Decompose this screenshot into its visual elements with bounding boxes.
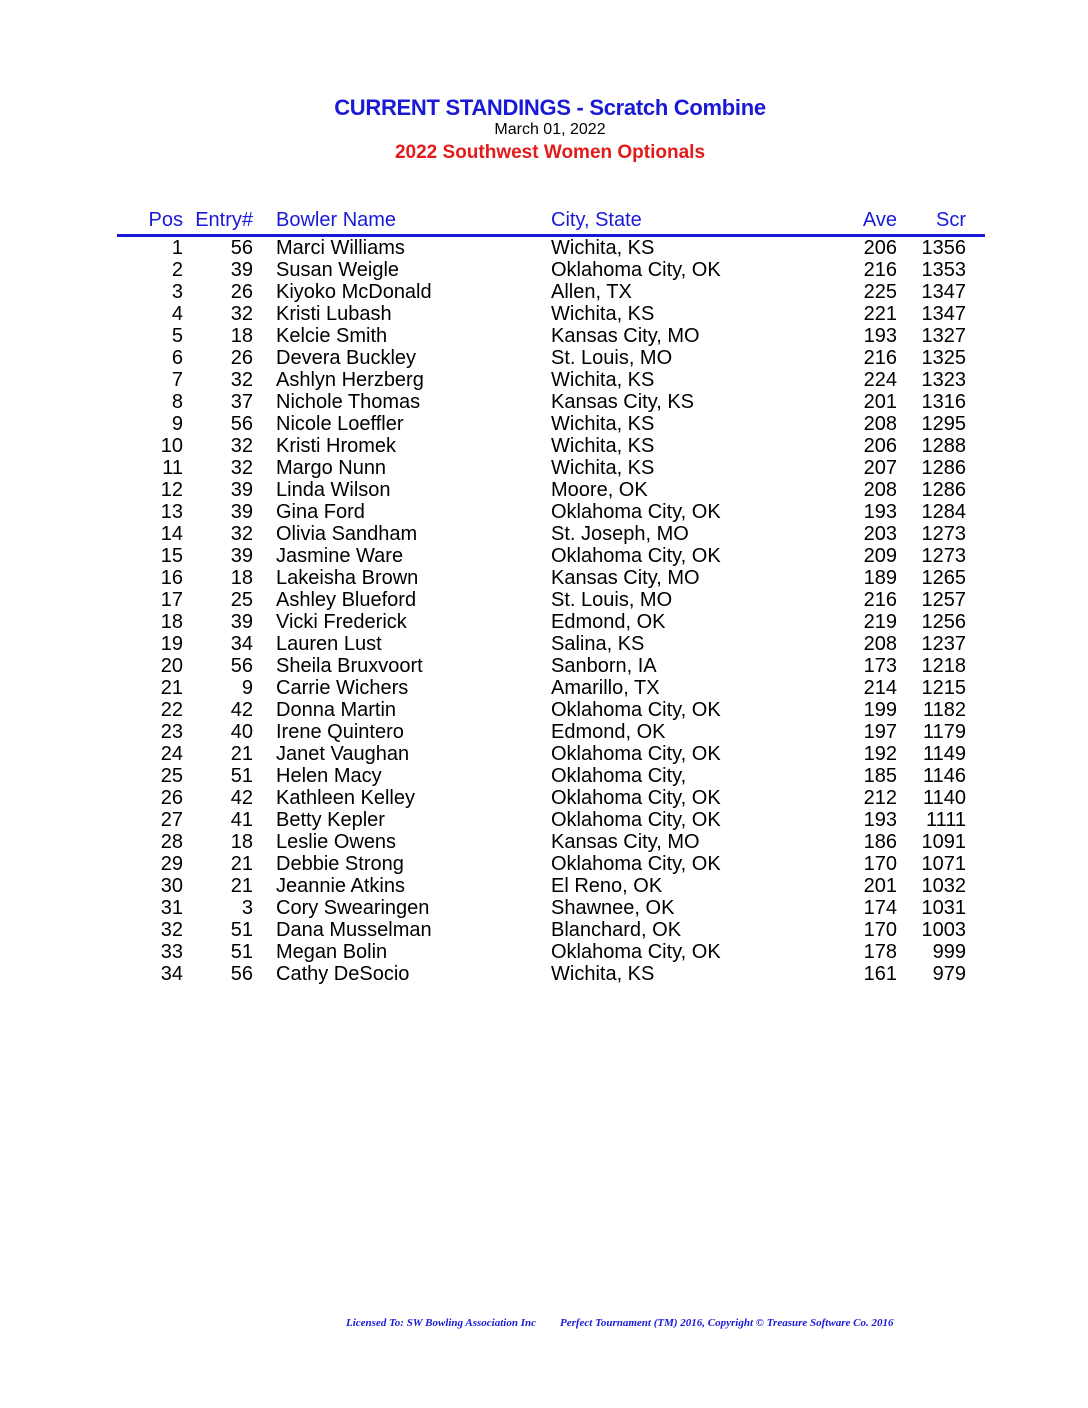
table-header [117,208,985,237]
cell-entry: 56 [230,963,253,985]
cell-entry: 3 [241,897,253,919]
standings-date: March 01, 2022 [494,121,606,138]
cell-pos: 29 [160,853,183,875]
table-row [117,875,985,897]
cell-city-state: Moore, OK [551,479,648,501]
cell-city-state: Blanchard, OK [551,919,682,941]
cell-bowler-name: Betty Kepler [276,809,385,831]
cell-entry: 32 [230,303,253,325]
cell-scr: 1003 [921,919,966,941]
cell-city-state: Amarillo, TX [551,677,660,699]
cell-entry: 51 [230,941,253,963]
cell-bowler-name: Nicole Loeffler [276,413,404,435]
cell-bowler-name: Cory Swearingen [276,897,430,919]
cell-ave: 208 [863,479,897,501]
cell-city-state: Kansas City, MO [551,567,700,589]
table-row [117,413,985,435]
cell-scr: 1288 [921,435,966,457]
table-row [117,457,985,479]
cell-scr: 1356 [921,237,966,259]
cell-pos: 16 [160,567,183,589]
cell-pos: 10 [160,435,183,457]
cell-pos: 30 [160,875,183,897]
cell-city-state: Wichita, KS [551,237,655,259]
table-row [117,435,985,457]
cell-city-state: Wichita, KS [551,369,655,391]
cell-scr: 1316 [921,391,966,413]
cell-scr: 1273 [921,545,966,567]
cell-ave: 193 [863,325,897,347]
cell-bowler-name: Donna Martin [276,699,397,721]
table-row [117,655,985,677]
cell-city-state: Wichita, KS [551,963,655,985]
header-scr: Scr [936,209,966,231]
cell-scr: 1179 [922,721,966,743]
table-row [117,765,985,787]
cell-city-state: St. Louis, MO [551,347,673,369]
cell-bowler-name: Jasmine Ware [276,545,404,567]
cell-entry: 56 [230,237,253,259]
cell-bowler-name: Megan Bolin [276,941,388,963]
cell-scr: 1286 [921,457,966,479]
table-row [117,963,985,985]
cell-scr: 1273 [921,523,966,545]
cell-bowler-name: Cathy DeSocio [276,963,410,985]
cell-pos: 20 [160,655,183,677]
cell-scr: 1182 [922,699,966,721]
cell-bowler-name: Debbie Strong [276,853,404,875]
cell-pos: 26 [160,787,183,809]
cell-ave: 219 [863,611,897,633]
cell-bowler-name: Kathleen Kelley [276,787,415,809]
cell-scr: 979 [932,963,966,985]
table-row [117,347,985,369]
cell-bowler-name: Sheila Bruxvoort [276,655,423,677]
cell-bowler-name: Kristi Hromek [276,435,397,457]
cell-ave: 173 [863,655,897,677]
cell-city-state: Sanborn, IA [551,655,657,677]
cell-entry: 34 [230,633,253,655]
cell-entry: 26 [230,281,253,303]
cell-pos: 24 [160,743,183,765]
cell-bowler-name: Lauren Lust [276,633,382,655]
table-row [117,325,985,347]
cell-bowler-name: Linda Wilson [276,479,391,501]
cell-ave: 216 [863,589,897,611]
cell-pos: 31 [160,897,183,919]
cell-city-state: Oklahoma City, OK [551,501,721,523]
cell-bowler-name: Janet Vaughan [276,743,410,765]
table-row [117,281,985,303]
cell-city-state: Wichita, KS [551,457,655,479]
table-row [117,831,985,853]
cell-ave: 209 [863,545,897,567]
header-pos: Pos [148,209,183,231]
cell-bowler-name: Olivia Sandham [276,523,418,545]
header-bowler-name: Bowler Name [276,209,397,231]
cell-ave: 212 [863,787,897,809]
cell-scr: 1265 [921,567,966,589]
cell-entry: 26 [230,347,253,369]
cell-city-state: Oklahoma City, [551,765,687,787]
table-row [117,545,985,567]
cell-entry: 18 [230,831,253,853]
cell-scr: 1295 [921,413,966,435]
cell-ave: 225 [863,281,897,303]
cell-bowler-name: Vicki Frederick [276,611,407,633]
cell-entry: 51 [230,765,253,787]
cell-pos: 34 [160,963,183,985]
cell-ave: 193 [863,809,897,831]
table-row [117,919,985,941]
cell-entry: 39 [230,611,253,633]
table-row [117,523,985,545]
cell-pos: 1 [171,237,183,259]
cell-city-state: Wichita, KS [551,435,655,457]
cell-scr: 1032 [921,875,966,897]
license-text: Licensed To: SW Bowling Association Inc [346,1317,536,1329]
cell-entry: 32 [230,523,253,545]
cell-ave: 185 [863,765,897,787]
table-body [117,237,985,985]
cell-pos: 13 [160,501,183,523]
cell-city-state: Wichita, KS [551,413,655,435]
cell-entry: 21 [230,743,253,765]
cell-bowler-name: Jeannie Atkins [276,875,405,897]
cell-ave: 221 [863,303,897,325]
table-row [117,611,985,633]
cell-ave: 207 [863,457,897,479]
table-row [117,699,985,721]
header-ave: Ave [862,209,897,231]
cell-ave: 203 [863,523,897,545]
cell-pos: 33 [160,941,183,963]
cell-entry: 39 [230,501,253,523]
cell-scr: 1347 [921,303,966,325]
cell-pos: 6 [171,347,183,369]
cell-scr: 1149 [922,743,966,765]
cell-bowler-name: Carrie Wichers [276,677,409,699]
cell-entry: 42 [230,787,253,809]
cell-pos: 19 [160,633,183,655]
cell-pos: 15 [160,545,183,567]
cell-ave: 193 [863,501,897,523]
cell-pos: 22 [160,699,183,721]
cell-scr: 1237 [921,633,966,655]
cell-bowler-name: Helen Macy [276,765,382,787]
cell-ave: 201 [863,391,897,413]
cell-city-state: Oklahoma City, OK [551,545,721,567]
cell-bowler-name: Leslie Owens [276,831,397,853]
cell-ave: 189 [863,567,897,589]
cell-pos: 18 [160,611,183,633]
cell-entry: 56 [230,413,253,435]
cell-bowler-name: Marci Williams [276,237,405,259]
cell-bowler-name: Irene Quintero [276,721,404,743]
cell-entry: 25 [230,589,253,611]
cell-ave: 170 [863,853,897,875]
cell-bowler-name: Ashlyn Herzberg [276,369,424,391]
header-city-state: City, State [551,209,642,231]
cell-city-state: Salina, KS [551,633,645,655]
cell-ave: 208 [863,413,897,435]
table-row [117,633,985,655]
cell-entry: 18 [230,567,253,589]
cell-ave: 197 [863,721,897,743]
cell-bowler-name: Ashley Blueford [276,589,417,611]
cell-city-state: Edmond, OK [551,721,666,743]
cell-scr: 999 [932,941,966,963]
table-row [117,303,985,325]
table-row [117,853,985,875]
cell-entry: 32 [230,435,253,457]
cell-entry: 40 [230,721,253,743]
cell-city-state: Kansas City, KS [551,391,695,413]
cell-pos: 11 [162,457,183,479]
cell-scr: 1256 [921,611,966,633]
cell-scr: 1091 [921,831,966,853]
cell-bowler-name: Nichole Thomas [276,391,421,413]
cell-scr: 1284 [921,501,966,523]
cell-bowler-name: Lakeisha Brown [276,567,419,589]
cell-pos: 9 [171,413,183,435]
page-title: CURRENT STANDINGS - Scratch Combine [334,95,766,120]
cell-entry: 32 [230,457,253,479]
table-row [117,259,985,281]
cell-city-state: Oklahoma City, OK [551,941,721,963]
cell-scr: 1031 [921,897,966,919]
footer-license [346,1317,917,1329]
cell-city-state: Kansas City, MO [551,831,700,853]
standings-table [117,208,985,985]
cell-entry: 21 [230,853,253,875]
cell-scr: 1286 [921,479,966,501]
table-row [117,743,985,765]
cell-pos: 8 [171,391,183,413]
cell-scr: 1071 [921,853,966,875]
cell-scr: 1257 [921,589,966,611]
cell-city-state: Oklahoma City, OK [551,259,721,281]
cell-bowler-name: Kiyoko McDonald [276,281,432,303]
cell-scr: 1146 [922,765,966,787]
cell-pos: 23 [160,721,183,743]
cell-pos: 17 [160,589,183,611]
cell-entry: 51 [230,919,253,941]
table-row [117,237,985,259]
cell-ave: 208 [863,633,897,655]
cell-city-state: St. Joseph, MO [551,523,689,545]
copyright-text: Perfect Tournament (TM) 2016, Copyright © Treasure Software Co. 2016 [560,1317,894,1329]
cell-city-state: Oklahoma City, OK [551,809,721,831]
cell-city-state: Kansas City, MO [551,325,700,347]
cell-bowler-name: Devera Buckley [276,347,417,369]
cell-entry: 42 [230,699,253,721]
cell-ave: 174 [863,897,897,919]
table-row [117,941,985,963]
cell-entry: 39 [230,479,253,501]
table-row [117,809,985,831]
cell-city-state: Oklahoma City, OK [551,853,721,875]
cell-scr: 1347 [921,281,966,303]
cell-scr: 1323 [921,369,966,391]
cell-ave: 199 [863,699,897,721]
cell-city-state: Edmond, OK [551,611,666,633]
cell-pos: 32 [160,919,183,941]
cell-ave: 201 [863,875,897,897]
cell-entry: 39 [230,259,253,281]
cell-bowler-name: Gina Ford [276,501,365,523]
cell-entry: 9 [241,677,253,699]
cell-bowler-name: Dana Musselman [276,919,432,941]
cell-pos: 2 [171,259,183,281]
cell-entry: 37 [230,391,253,413]
cell-ave: 192 [863,743,897,765]
cell-ave: 206 [863,435,897,457]
table-row [117,589,985,611]
cell-city-state: Oklahoma City, OK [551,787,721,809]
cell-ave: 161 [863,963,897,985]
cell-pos: 27 [160,809,183,831]
table-row [117,897,985,919]
cell-entry: 21 [230,875,253,897]
cell-entry: 32 [230,369,253,391]
cell-ave: 186 [863,831,897,853]
cell-city-state: Shawnee, OK [551,897,675,919]
cell-city-state: Wichita, KS [551,303,655,325]
table-row [117,787,985,809]
cell-city-state: Oklahoma City, OK [551,743,721,765]
cell-city-state: Oklahoma City, OK [551,699,721,721]
cell-pos: 25 [160,765,183,787]
table-row [117,501,985,523]
cell-pos: 5 [171,325,183,347]
cell-bowler-name: Margo Nunn [276,457,387,479]
cell-pos: 28 [160,831,183,853]
cell-pos: 14 [160,523,183,545]
cell-scr: 1325 [921,347,966,369]
cell-pos: 3 [171,281,183,303]
cell-entry: 56 [230,655,253,677]
cell-ave: 216 [863,259,897,281]
tournament-name: 2022 Southwest Women Optionals [394,142,706,163]
table-row [117,677,985,699]
cell-ave: 178 [863,941,897,963]
table-row [117,369,985,391]
cell-scr: 1353 [921,259,966,281]
header-entry: Entry# [195,209,253,231]
table-row [117,479,985,501]
cell-ave: 206 [863,237,897,259]
cell-city-state: El Reno, OK [551,875,663,897]
cell-city-state: Allen, TX [551,281,632,303]
table-row [117,721,985,743]
cell-entry: 39 [230,545,253,567]
cell-ave: 170 [863,919,897,941]
cell-scr: 1327 [921,325,966,347]
cell-scr: 1218 [921,655,966,677]
cell-scr: 1111 [925,809,966,831]
cell-bowler-name: Kelcie Smith [276,325,388,347]
cell-city-state: St. Louis, MO [551,589,673,611]
cell-ave: 214 [863,677,897,699]
cell-entry: 18 [230,325,253,347]
cell-bowler-name: Kristi Lubash [276,303,392,325]
cell-ave: 224 [863,369,897,391]
cell-pos: 7 [171,369,183,391]
cell-entry: 41 [230,809,253,831]
table-row [117,567,985,589]
table-row [117,391,985,413]
cell-bowler-name: Susan Weigle [276,259,400,281]
cell-pos: 4 [171,303,183,325]
cell-scr: 1215 [921,677,966,699]
cell-ave: 216 [863,347,897,369]
cell-scr: 1140 [922,787,966,809]
cell-pos: 21 [160,677,183,699]
cell-pos: 12 [160,479,183,501]
